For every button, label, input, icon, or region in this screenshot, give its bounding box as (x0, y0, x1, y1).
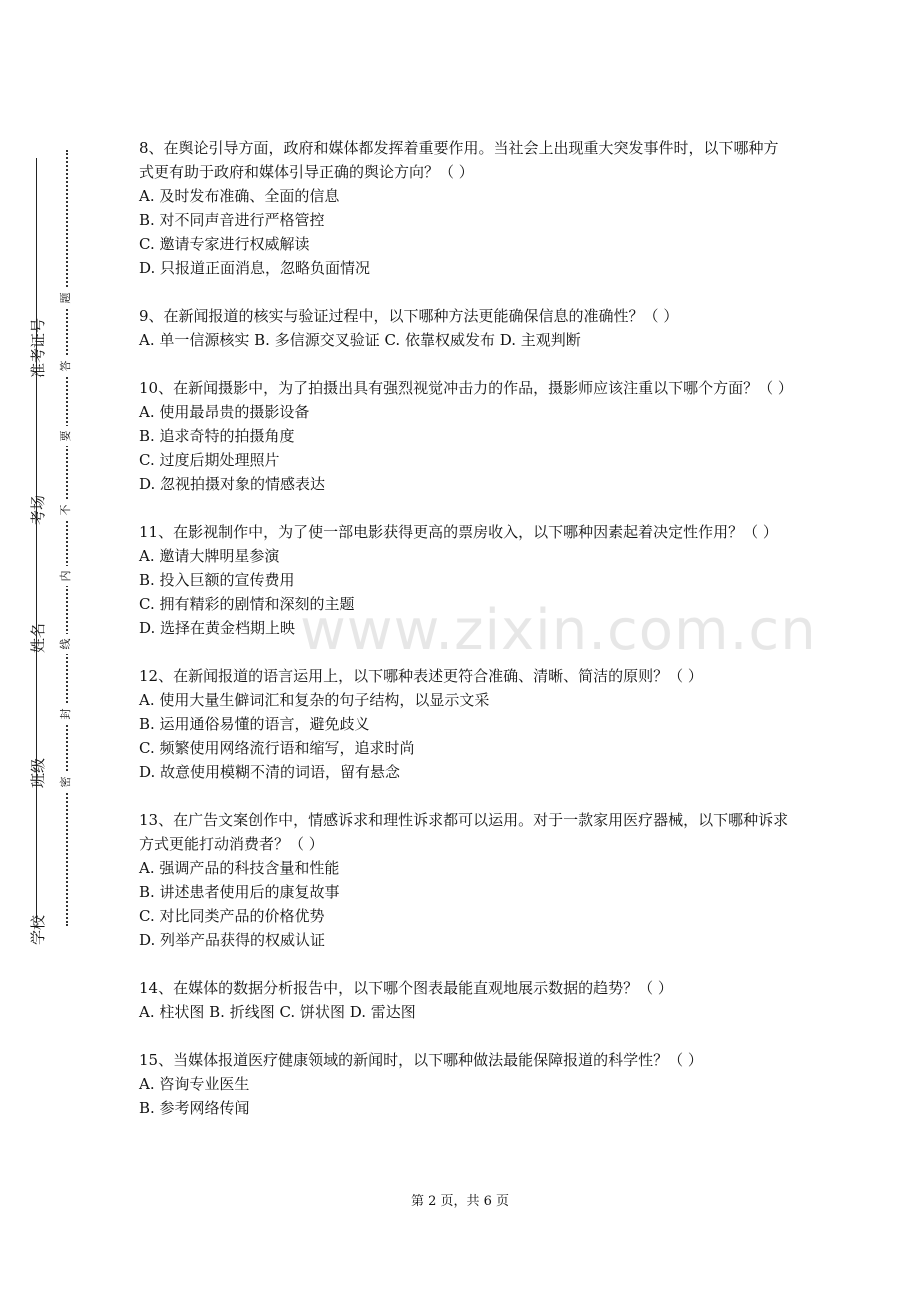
option-list (139, 688, 789, 784)
question-list (139, 136, 793, 1144)
option-b: B. 追求奇特的拍摄角度 (139, 427, 295, 445)
question-15 (139, 1048, 789, 1120)
option-b: B. 讲述患者使用后的康复故事 (139, 883, 340, 901)
option-c: C. 邀请专家进行权威解读 (139, 235, 310, 253)
option-a: A. 咨询专业医生 (139, 1075, 250, 1093)
binding-margin (0, 0, 100, 1302)
school-field-label: 学校 (29, 915, 47, 946)
option-d: D. 只报道正面消息，忽略负面情况 (139, 259, 371, 277)
class-field-label: 班级 (29, 758, 47, 789)
option-list (139, 544, 789, 640)
option-d: D. 列举产品获得的权威认证 (139, 931, 326, 949)
question-stem: 8、在舆论引导方面，政府和媒体都发挥着重要作用。当社会上出现重大突发事件时，以下哪种方式更有助于政府和媒体引导正确的舆论方向？（ ） (139, 139, 779, 181)
seal-line (66, 150, 68, 926)
question-12 (139, 664, 789, 784)
seal-char: 封 (56, 704, 76, 724)
exam-room-field-label: 考场 (29, 495, 47, 526)
option-c: C. 频繁使用网络流行语和缩写，追求时尚 (139, 739, 415, 757)
fill-in-line (36, 158, 37, 922)
question-10 (139, 376, 793, 496)
question-13 (139, 808, 789, 952)
option-a: A. 强调产品的科技含量和性能 (139, 859, 340, 877)
option-line: A. 单一信源核实 B. 多信源交叉验证 C. 依靠权威发布 D. 主观判断 (139, 331, 581, 349)
question-stem: 11、在影视制作中，为了使一部电影获得更高的票房收入，以下哪种因素起着决定性作用？（ ） (139, 523, 778, 541)
seal-char: 题 (56, 288, 76, 308)
site-watermark: www.zixin.com.cn (300, 598, 817, 663)
page-number: 第 2 页，共 6 页 (410, 1194, 510, 1209)
admission-number-field-label: 准考证号 (29, 317, 47, 378)
question-9 (139, 304, 789, 352)
option-b: B. 参考网络传闻 (139, 1099, 250, 1117)
option-a: A. 使用最昂贵的摄影设备 (139, 403, 310, 421)
seal-char: 不 (56, 500, 76, 520)
question-14 (139, 976, 789, 1024)
question-8 (139, 136, 789, 280)
option-c: C. 拥有精彩的剧情和深刻的主题 (139, 595, 355, 613)
option-a: A. 邀请大牌明星参演 (139, 547, 280, 565)
option-b: B. 投入巨额的宣传费用 (139, 571, 295, 589)
option-line: A. 柱状图 B. 折线图 C. 饼状图 D. 雷达图 (139, 1003, 416, 1021)
option-d: D. 故意使用模糊不清的词语，留有悬念 (139, 763, 401, 781)
question-stem: 12、在新闻报道的语言运用上，以下哪种表述更符合准确、清晰、简洁的原则？（ ） (139, 667, 703, 685)
option-d: D. 忽视拍摄对象的情感表达 (139, 475, 326, 493)
question-11 (139, 520, 789, 640)
seal-char: 内 (56, 566, 76, 586)
option-list (139, 184, 789, 280)
option-c: C. 过度后期处理照片 (139, 451, 280, 469)
option-list (139, 1072, 789, 1120)
name-field-label: 姓名 (29, 623, 47, 654)
seal-char: 密 (56, 772, 76, 792)
option-b: B. 对不同声音进行严格管控 (139, 211, 325, 229)
seal-char: 答 (56, 356, 76, 376)
option-d: D. 选择在黄金档期上映 (139, 619, 296, 637)
option-list (139, 400, 789, 496)
question-stem: 13、在广告文案创作中，情感诉求和理性诉求都可以运用。对于一款家用医疗器械，以下哪种诉求方式更能打动消费者？（ ） (139, 811, 789, 853)
question-stem: 10、在新闻摄影中，为了拍摄出具有强烈视觉冲击力的作品，摄影师应该注重以下哪个方面？（ ） (139, 379, 793, 397)
question-stem: 9、在新闻报道的核实与验证过程中，以下哪种方法更能确保信息的准确性？（ ） (139, 307, 679, 325)
option-b: B. 运用通俗易懂的语言，避免歧义 (139, 715, 370, 733)
option-a: A. 及时发布准确、全面的信息 (139, 187, 340, 205)
option-a: A. 使用大量生僻词汇和复杂的句子结构，以显示文采 (139, 691, 490, 709)
option-c: C. 对比同类产品的价格优势 (139, 907, 325, 925)
question-stem: 14、在媒体的数据分析报告中，以下哪个图表最能直观地展示数据的趋势？（ ） (139, 979, 673, 997)
option-list (139, 856, 789, 952)
question-stem: 15、当媒体报道医疗健康领域的新闻时，以下哪种做法最能保障报道的科学性？（ ） (139, 1051, 703, 1069)
seal-char: 线 (56, 634, 76, 654)
seal-char: 要 (56, 426, 76, 446)
